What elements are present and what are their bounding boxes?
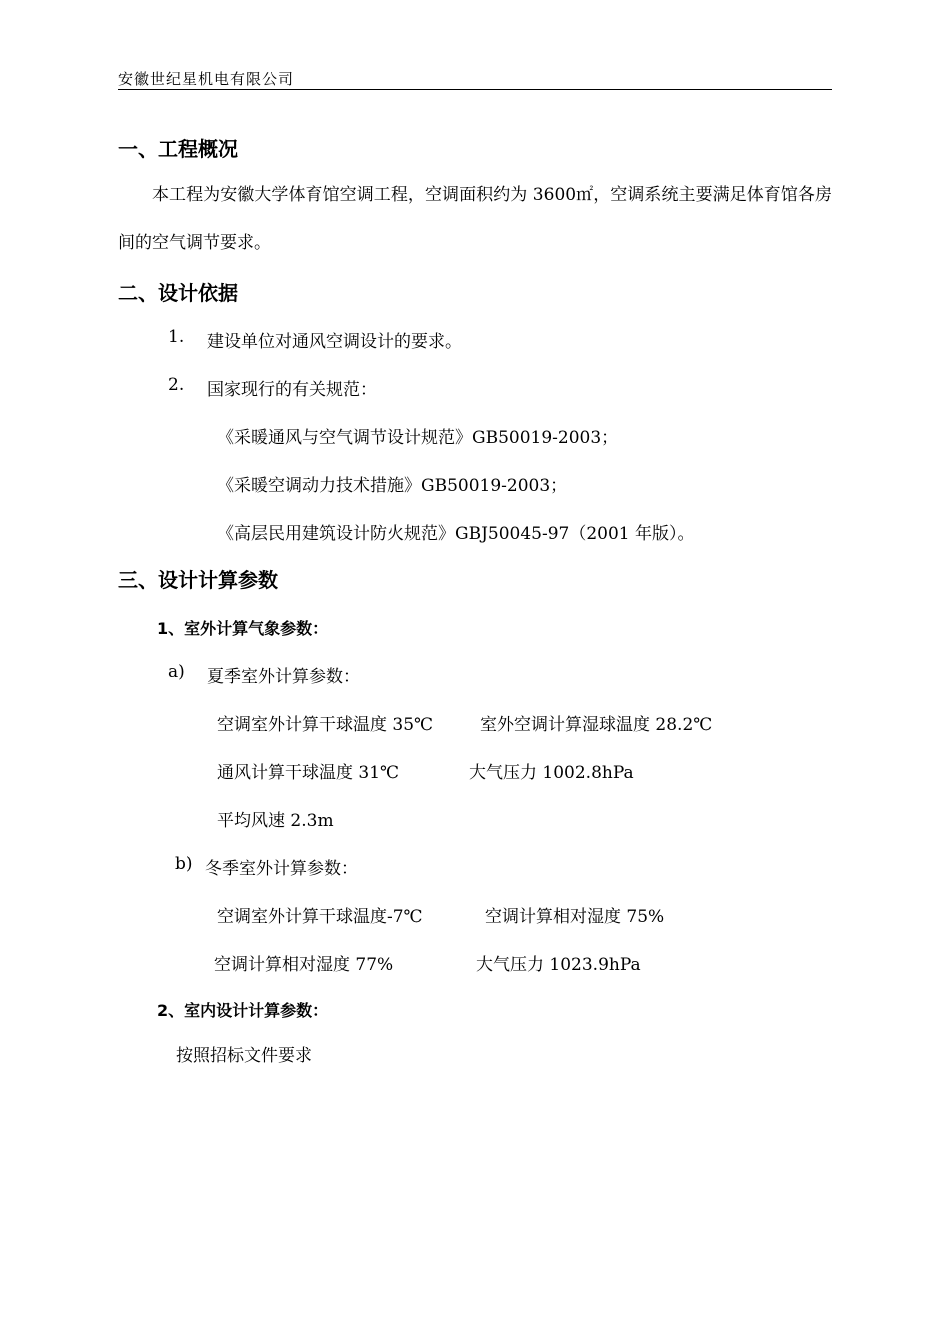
summer-wet-bulb: 室外空调计算湿球温度 28.2℃	[480, 715, 713, 735]
section-1-paragraph: 本工程为安徽大学体育馆空调工程，空调面积约为 3600㎡，空调系统主要满足体育馆各房间的空气调节要求。	[118, 185, 832, 253]
section-2-heading: 二、设计依据	[118, 281, 238, 305]
avg-wind-speed: 平均风速 2.3m	[217, 811, 334, 831]
indoor-params-heading: 2、室内设计计算参数：	[157, 1001, 329, 1020]
code-reference-1: 《采暖通风与空气调节设计规范》GB50019-2003；	[217, 428, 619, 448]
winter-humidity: 空调计算相对湿度 77%	[214, 955, 394, 975]
winter-dry-bulb: 空调室外计算干球温度-7℃	[217, 907, 423, 927]
winter-label: b)	[175, 854, 193, 874]
outdoor-params-heading: 1、室外计算气象参数：	[157, 619, 329, 638]
header-divider	[118, 89, 832, 90]
code-reference-3: 《高层民用建筑设计防火规范》GBJ50045-97（2001 年版）。	[217, 524, 695, 544]
basis-item-1-text: 建设单位对通风空调设计的要求。	[207, 332, 462, 352]
basis-item-2-text: 国家现行的有关规范：	[207, 380, 377, 400]
winter-pressure: 大气压力 1023.9hPa	[476, 955, 641, 975]
ventilation-dry-bulb: 通风计算干球温度 31℃	[217, 763, 400, 783]
summer-title: 夏季室外计算参数：	[207, 667, 360, 687]
basis-item-1-number: 1.	[168, 327, 185, 347]
company-header: 安徽世纪星机电有限公司	[118, 70, 295, 88]
section-1-heading: 一、工程概况	[118, 137, 238, 161]
summer-label: a)	[168, 662, 185, 682]
winter-title: 冬季室外计算参数：	[205, 859, 358, 879]
indoor-params-text: 按照招标文件要求	[176, 1046, 312, 1066]
summer-dry-bulb: 空调室外计算干球温度 35℃	[217, 715, 434, 735]
winter-humidity-ac: 空调计算相对湿度 75%	[485, 907, 665, 927]
section-3-heading: 三、设计计算参数	[118, 568, 278, 592]
basis-item-2-number: 2.	[168, 375, 185, 395]
code-reference-2: 《采暖空调动力技术措施》GB50019-2003；	[217, 476, 568, 496]
summer-pressure: 大气压力 1002.8hPa	[469, 763, 634, 783]
